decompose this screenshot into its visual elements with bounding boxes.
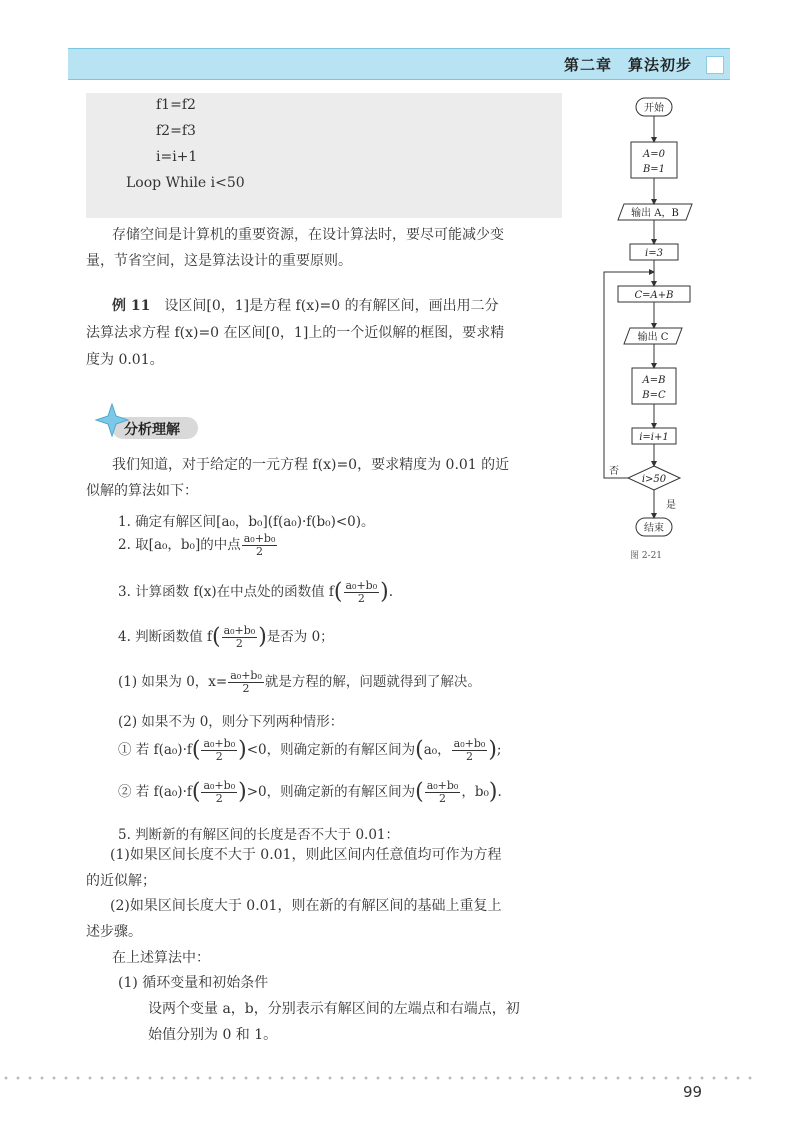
- output-ab-label: 输出 A，B: [631, 208, 679, 219]
- code-line: Loop While i<50: [126, 175, 245, 191]
- footer-dotted-rule: [0, 1076, 760, 1080]
- case-2: (2) 如果不为 0，则分下列两种情形：: [118, 714, 344, 730]
- i3-label: i=3: [645, 248, 663, 259]
- loop-title: (1) 循环变量和初始条件: [118, 975, 269, 991]
- step5-line: 述步骤。: [86, 924, 142, 940]
- step-4: 4. 判断函数值 f( $\frac{\text{a₀+b₀}}{2}$ )是否为 0；: [118, 624, 334, 650]
- code-line: f1=f2: [156, 97, 196, 113]
- header-square-decoration: [706, 56, 724, 74]
- note-line: 量，节省空间，这是算法设计的重要原则。: [86, 253, 352, 269]
- example-line: 法算法求方程 f(x)=0 在区间[0，1]上的一个近似解的框图，要求精: [86, 325, 505, 341]
- page-number: 99: [683, 1083, 703, 1101]
- section-tag-label: 分析理解: [124, 422, 180, 438]
- step-5: 5. 判断新的有解区间的长度是否不大于 0.01：: [118, 827, 400, 843]
- note-line: 存储空间是计算机的重要资源，在设计算法时，要尽可能减少变: [112, 227, 504, 243]
- step-1: 1. 确定有解区间[a₀，b₀](f(a₀)·f(b₀)<0)。: [118, 514, 375, 530]
- example-line: 例 11 设区间[0，1]是方程 f(x)=0 的有解区间，画出用二分: [112, 298, 499, 314]
- condition-label: i>50: [641, 474, 667, 485]
- loop-line: 设两个变量 a，b，分别表示有解区间的左端点和右端点，初: [148, 1001, 520, 1017]
- yes-label: 是: [666, 500, 676, 511]
- case-1: (1) 如果为 0，x= $\frac{\text{a₀+b₀}}{2}$ 就是方程的解，问题就得到了解决。: [118, 669, 481, 695]
- intro-line: 似解的算法如下：: [86, 483, 198, 499]
- in-algo-line: 在上述算法中：: [112, 950, 210, 966]
- assign-label-1: A=B: [642, 375, 666, 386]
- intro-line: 我们知道，对于给定的一元方程 f(x)=0，要求精度为 0.01 的近: [112, 457, 510, 473]
- code-line: f2=f3: [156, 123, 196, 139]
- flowchart: [596, 96, 724, 566]
- assign-label-2: B=C: [642, 390, 666, 401]
- init-label-2: B=1: [642, 164, 666, 175]
- code-block: [86, 93, 562, 218]
- step-2: 2. 取[a₀，b₀]的中点 $\frac{\text{a₀+b₀}}{2}$: [118, 532, 276, 558]
- chapter-title: 第二章 算法初步: [563, 56, 692, 74]
- example-line: 度为 0.01。: [86, 352, 164, 368]
- step5-line: (1)如果区间长度不大于 0.01，则此区间内任意值均可作为方程: [110, 847, 502, 863]
- subcase-1: ① 若 f(a₀)·f( $\frac{\text{a₀+b₀}}{2}$ )<0，则确定新的有解区间为(a₀， $\frac{\text{a₀+b₀}}{2}$ );: [118, 737, 502, 763]
- sum-label: C=A+B: [634, 290, 674, 301]
- figure-caption: 图 2-21: [629, 551, 663, 561]
- subcase-2: ② 若 f(a₀)·f( $\frac{\text{a₀+b₀}}{2}$ )>0，则确定新的有解区间为( $\frac{\text{a₀+b₀}}{2}$ ，b₀).: [118, 779, 502, 805]
- step-3: 3. 计算函数 f(x)在中点处的函数值 f( $\frac{\text{a₀+b₀}}{2}$ ).: [118, 579, 394, 605]
- start-label: 开始: [644, 103, 664, 114]
- increment-label: i=i+1: [639, 432, 669, 443]
- step5-line: (2)如果区间长度大于 0.01，则在新的有解区间的基础上重复上: [110, 898, 502, 914]
- example-label: 例 11: [112, 298, 151, 314]
- step5-line: 的近似解；: [86, 873, 156, 889]
- no-label: 否: [609, 466, 619, 477]
- section-tag: [94, 402, 204, 440]
- code-line: i=i+1: [156, 149, 198, 165]
- end-label: 结束: [644, 523, 664, 534]
- chapter-header: [68, 48, 730, 80]
- output-c-label: 输出 C: [637, 332, 669, 343]
- init-label-1: A=0: [643, 149, 665, 160]
- loop-line: 始值分别为 0 和 1。: [148, 1027, 278, 1043]
